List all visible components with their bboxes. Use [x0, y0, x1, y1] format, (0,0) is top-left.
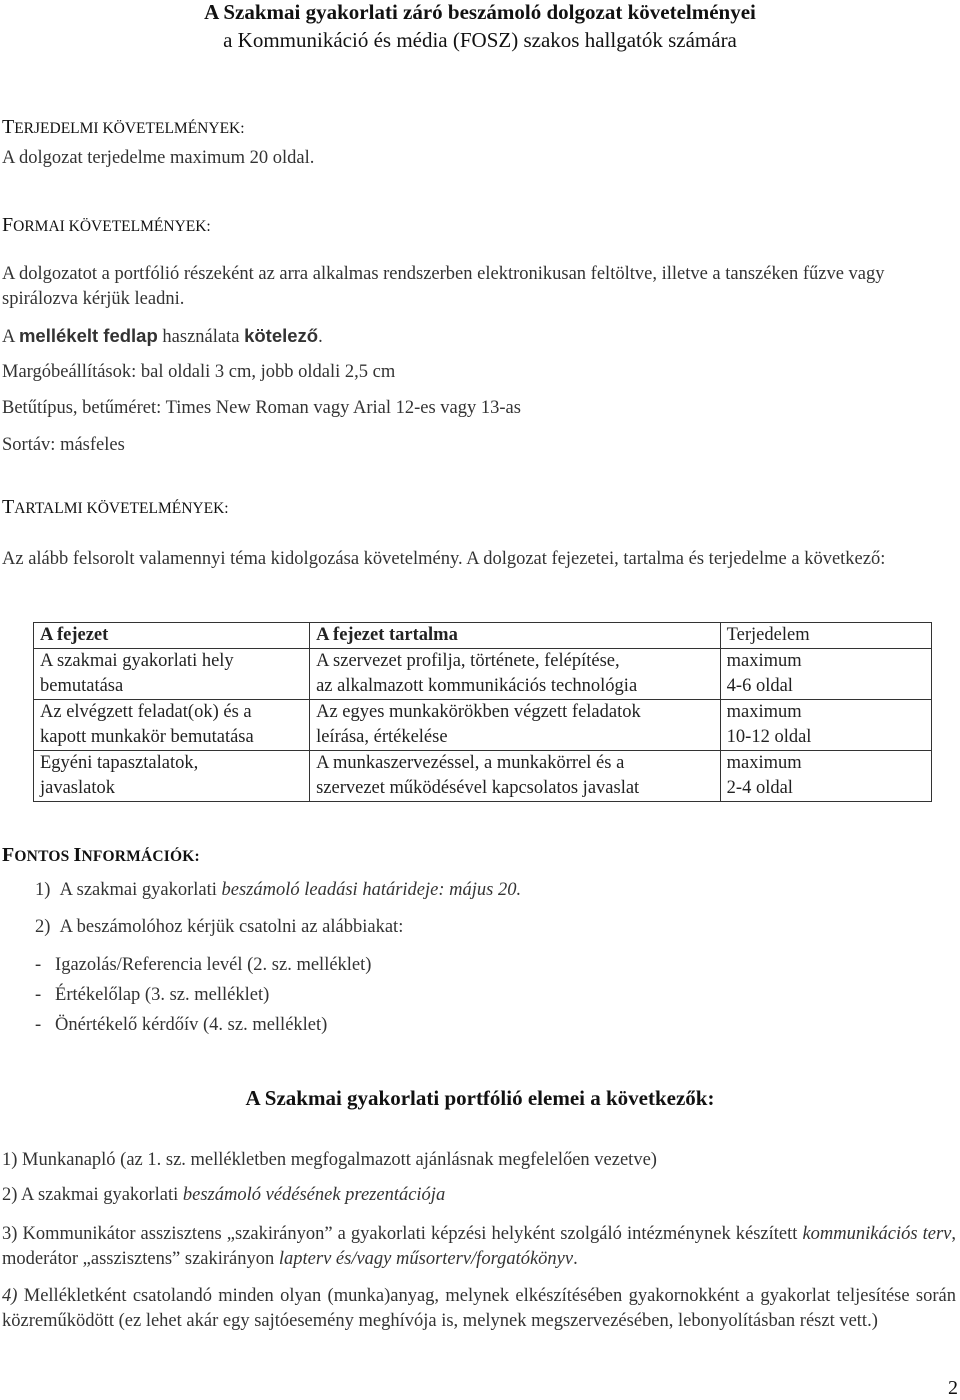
table-header-chapter: A fejezet	[34, 623, 310, 649]
section-heading-fontos: FONTOS INFORMÁCIÓK:	[2, 844, 200, 866]
table-header-length: Terjedelem	[720, 623, 931, 649]
margin-settings: Margóbeállítások: bal oldali 3 cm, jobb oldali 2,5 cm	[2, 362, 396, 382]
font-settings: Betűtípus, betűméret: Times New Roman vagy Arial 12-es vagy 13-as	[2, 398, 521, 418]
section-heading-tartalmi: TARTALMI KÖVETELMÉNYEK:	[2, 496, 229, 518]
table-cell: maximum 10-12 oldal	[720, 700, 931, 751]
table-row	[34, 751, 932, 802]
table-row	[34, 700, 932, 751]
section-heading-formai: FORMAI KÖVETELMÉNYEK:	[2, 214, 211, 236]
attachment-item: - Önértékelő kérdőív (4. sz. melléklet)	[35, 1015, 328, 1035]
table-cell: maximum 2-4 oldal	[720, 751, 931, 802]
table-cell: A szakmai gyakorlati hely bemutatása	[34, 649, 310, 700]
table-row	[34, 649, 932, 700]
terjedelmi-text: A dolgozat terjedelme maximum 20 oldal.	[2, 148, 315, 168]
portfolio-item-1: 1) Munkanapló (az 1. sz. mellékletben megfogalmazott ajánlásnak megfelelően vezetve)	[2, 1150, 657, 1170]
table-cell: A szervezet profilja, története, felépítése, az alkalmazott kommunikációs technológia	[310, 649, 721, 700]
table-cell: A munkaszervezéssel, a munkakörrel és a szervezet működésével kapcsolatos javaslat	[310, 751, 721, 802]
portfolio-heading: A Szakmai gyakorlati portfólió elemei a következők:	[245, 1086, 715, 1110]
attachment-item: - Igazolás/Referencia levél (2. sz. melléklet)	[35, 955, 372, 975]
table-cell: maximum 4-6 oldal	[720, 649, 931, 700]
portfolio-item-2: 2) A szakmai gyakorlati beszámoló védésének prezentációja	[2, 1185, 446, 1205]
info-item-2: 2) A beszámolóhoz kérjük csatolni az alábbiakat:	[35, 917, 404, 937]
attachment-item: - Értékelőlap (3. sz. melléklet)	[35, 985, 270, 1005]
tartalmi-paragraph: Az alább felsorolt valamennyi téma kidolgozása követelmény. A dolgozat fejezetei, tartalma és terjedelme a következő:	[2, 549, 886, 569]
portfolio-item-4: 4) Mellékletként csatolandó minden olyan (munka)anyag, melynek elkészítésében gyakornokként a gyakorlat teljesítése során közreműködött (ez lehet akár egy sajtóesemény meghívója is, melynek megszervezésében, lebonyolításban részt vett.)	[2, 1286, 956, 1331]
table-cell: Az egyes munkakörökben végzett feladatok leírása, értékelése	[310, 700, 721, 751]
chapters-table	[33, 622, 932, 802]
portfolio-item-3: 3) Kommunikátor asszisztens „szakirányon” a gyakorlati képzési helyként szolgáló intézménynek készített kommunikációs terv, moderátor „asszisztens” szakirányon lapterv és/vagy műsorterv/forgatókönyv.	[2, 1224, 956, 1269]
formai-paragraph: A dolgozatot a portfólió részeként az arra alkalmas rendszerben elektronikusan feltöltve, illetve a tanszéken fűzve vagy spirálozva kérjük leadni.	[2, 264, 885, 309]
section-heading-terjedelmi: TERJEDELMI KÖVETELMÉNYEK:	[2, 116, 245, 138]
table-cell: Egyéni tapasztalatok, javaslatok	[34, 751, 310, 802]
table-cell: Az elvégzett feladat(ok) és a kapott munkakör bemutatása	[34, 700, 310, 751]
document-title: A Szakmai gyakorlati záró beszámoló dolgozat követelményei	[204, 0, 756, 24]
line-spacing: Sortáv: másfeles	[2, 435, 125, 455]
fedlap-line: A mellékelt fedlap használata kötelező.	[2, 325, 323, 347]
info-item-1: 1) A szakmai gyakorlati beszámoló leadási határideje: május 20.	[35, 880, 522, 900]
page-number: 2	[948, 1377, 958, 1399]
document-subtitle: a Kommunikáció és média (FOSZ) szakos hallgatók számára	[223, 28, 737, 52]
table-header-content: A fejezet tartalma	[310, 623, 721, 649]
table-header-row	[34, 623, 932, 649]
